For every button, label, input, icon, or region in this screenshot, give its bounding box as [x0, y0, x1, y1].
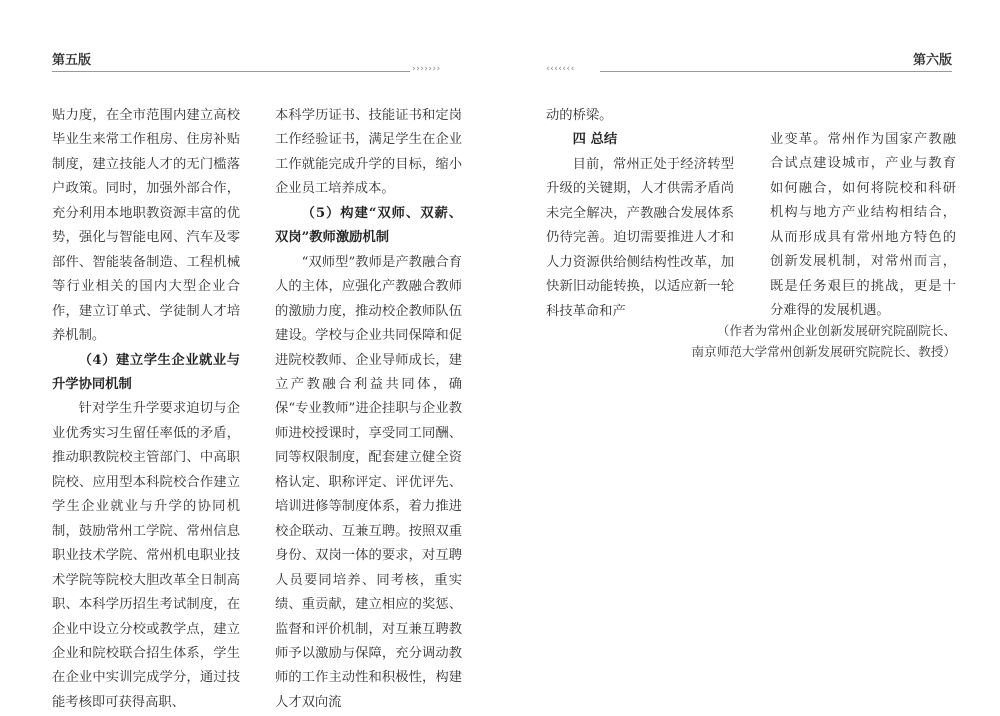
- col1-paragraph-2: 针对学生升学要求迫切与企业优秀实习生留任率低的矛盾，推动职教院校主管部门、中高职院校、应用型本科院校合作建立学生企业就业与升学的协同机制，鼓励常州工学院、常州信息职业技术学院、常州机电职业技术学院等院校大胆改革全日制高职、本科学历招生考试制度，在企业中设立分校或教学点，建立企业和院校联合招生体系，学生在企业中实训完成学分，通过技能考核即可获得高职、: [52, 401, 240, 710]
- col4-paragraph-1: 业变革。常州作为国家产教融合试点建设城市，产业与教育如何融合，如何将院校和科研机构与地方产业结构相结合，从而形成具有常州地方特色的创新发展机制，对常州而言，既是任务艰巨的挑战，更是十分难得的发展机遇。: [770, 132, 956, 319]
- col2-section-heading: （5）构建“双师、双薪、双岗”教师激励机制: [275, 205, 462, 246]
- column-1: [52, 104, 240, 715]
- left-page-label: 第五版: [52, 53, 92, 68]
- col3-paragraph-1: 动的桥梁。: [546, 108, 613, 123]
- byline-line-1: （作者为常州企业创新发展研究院副院长、: [716, 323, 956, 338]
- column-2: [275, 104, 462, 715]
- byline-line-2: 南京师范大学常州创新发展研究院院长、教授）: [691, 344, 956, 359]
- right-header-rule: [600, 71, 952, 72]
- right-page-label: 第六版: [912, 53, 952, 68]
- column-4: [770, 128, 956, 324]
- left-header-arrows: ›››››››: [412, 64, 441, 74]
- right-header-arrows: ‹‹‹‹‹‹‹: [546, 64, 575, 74]
- col3-section-heading: 四 总结: [572, 132, 618, 148]
- col1-section-heading: （4）建立学生企业就业与升学协同机制: [52, 352, 240, 392]
- left-header-rule: [52, 71, 410, 72]
- column-3: [546, 104, 734, 324]
- col1-paragraph-1: 贴力度，在全市范围内建立高校毕业生来常工作租房、住房补贴制度，建立技能人才的无门槛落户政策。同时，加强外部合作，充分利用本地职教资源丰富的优势，强化与智能电网、汽车及零部件、智能装备制造、工程机械等行业相关的国内大型企业合作，建立订单式、学徒制人才培养机制。: [52, 108, 240, 344]
- col2-paragraph-2: “双师型”教师是产教融合育人的主体，应强化产教融合教师的激励力度，推动校企教师队伍建设。学校与企业共同保障和促进院校教师、企业导师成长，建立产教融合利益共同体，确保“专业教师”进企挂职与企业教师进校授课时，享受同工同酬、同等权限制度，配套建立健全资格认定、职称评定、评优评先、培训进修等制度体系，着力推进校企联动、互兼互聘。按照双重身份、双岗一体的要求，对互聘人员要同培养、同考核，重实绩、重贡献，建立相应的奖惩、监督和评价机制，对互兼互聘教师予以激励与保障，充分调动教师的工作主动性和积极性，构建人才双向流: [275, 254, 462, 710]
- col3-paragraph-2: 目前，常州正处于经济转型升级的关键期，人才供需矛盾尚未完全解决，产教融合发展体系仍待完善。迫切需要推进人才和人力资源供给侧结构性改革，加快新旧动能转换，以适应新一轮科技革命和产: [546, 156, 734, 319]
- author-byline: [636, 320, 956, 362]
- col2-paragraph-1: 本科学历证书、技能证书和定岗工作经验证书，满足学生在企业工作就能完成升学的目标，缩小企业员工培养成本。: [275, 108, 462, 197]
